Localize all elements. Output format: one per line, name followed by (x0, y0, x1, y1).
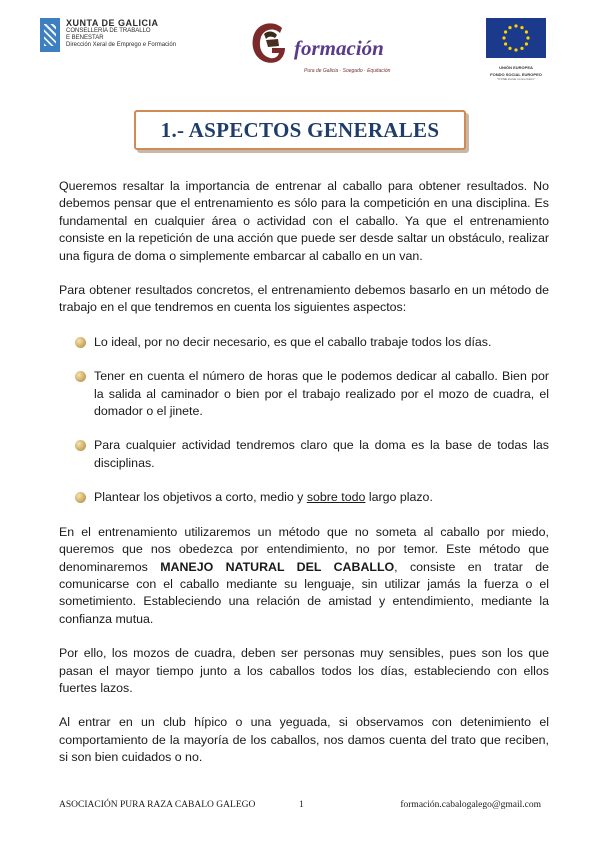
list-item (59, 489, 549, 506)
eu-logo (486, 18, 546, 81)
xunta-logo (40, 18, 176, 52)
xunta-title: XUNTA DE GALICIA (66, 18, 159, 28)
xunta-text-block (66, 18, 176, 52)
formacion-tagline: Pura de Galicia · Soegado · Equitación (304, 68, 391, 74)
bullet-icon (75, 337, 86, 348)
list-item-text: Para cualquier actividad tendremos claro que la doma es la base de todas las disciplinas. (94, 438, 549, 470)
section-title-box (134, 110, 466, 150)
bullet-icon (75, 371, 86, 382)
xunta-emblem-icon (40, 18, 60, 52)
bullet-icon (75, 440, 86, 451)
xunta-line-2: E BENESTAR (66, 35, 104, 41)
paragraph-3-pre: En el entrenamiento utilizaremos un método que no someta al caballo por miedo, queremos que nos obedezca por entendimiento, no por temor. Este método que denominaremos (59, 524, 549, 574)
formacion-logo (248, 20, 398, 80)
eu-flag-icon (486, 18, 546, 58)
aspects-list (59, 334, 549, 507)
list-item-text: Lo ideal, por no decir necesario, es que el caballo trabaje todos los días. (94, 334, 492, 349)
eu-line-3: "O FSE inviste no teu futuro" (496, 77, 536, 81)
list-item-text-pre: Plantear los objetivos a corto, medio y (94, 490, 307, 505)
eu-line-1: UNIÓN EUROPEA (499, 65, 533, 70)
page-header (0, 0, 604, 100)
list-item-text: Tener en cuenta el número de horas que le podemos dedicar al caballo. Bien por la salida al caminador o bien por el trabajo realizado por el mozo de cuadra, el domador o el jinete. (94, 369, 549, 419)
list-item (59, 334, 549, 351)
formacion-wordmark: formación (294, 36, 384, 60)
paragraph-3 (59, 524, 549, 628)
paragraph-2: Para obtener resultados concretos, el entrenamiento debemos basarlo en un método de trabajo en el que tendremos en cuenta los siguientes aspectos: (59, 283, 549, 315)
paragraph-1: Queremos resaltar la importancia de entrenar al caballo para obtener resultados. No debemos pensar que el entrenamiento es sólo para la competición en una disciplina. Es fundamental en cualquier área o actividad con el caballo. Ya que el entrenamiento consiste en la repetición de una acción que puede ser desde saltar un obstáculo, realizar una figura de doma o simplemente embarcar al caballo en un van. (59, 179, 549, 263)
list-item (59, 437, 549, 472)
list-item-text-post: largo plazo. (365, 490, 433, 505)
list-item (59, 368, 549, 420)
xunta-line-3: Dirección Xeral de Emprego e Formación (66, 42, 177, 48)
xunta-line-1: CONSELLERÍA DE TRABALLO (66, 28, 151, 34)
list-item-text-underlined: sobre todo (306, 490, 366, 505)
section-title: 1.- ASPECTOS GENERALES (160, 117, 440, 142)
eu-line-2: FONDO SOCIAL EUROPEO (490, 72, 542, 77)
footer-email: formación.cabalogalego@gmail.com (400, 800, 541, 810)
page-number: 1 (299, 800, 304, 810)
paragraph-5: Al entrar en un club hípico o una yeguada, si observamos con detenimiento el comportamiento de la mayoría de los caballos, nos damos cuenta del trato que reciben, si son bien cuidados o no. (59, 715, 549, 765)
document-body (59, 178, 549, 784)
horse-g-emblem-icon (248, 20, 288, 68)
bullet-icon (75, 492, 86, 503)
paragraph-3-bold: MANEJO NATURAL DEL CABALLO (160, 559, 395, 574)
footer-association: ASOCIACIÓN PURA RAZA CABALO GALEGO (59, 800, 256, 810)
paragraph-4: Por ello, los mozos de cuadra, deben ser personas muy sensibles, pues son los que pasan el mayor tiempo junto a los caballos todos los días, estableciendo con ellos fuertes lazos. (59, 646, 549, 695)
paragraph-3-post: , consiste en tratar de comunicarse con el caballo mediante su lenguaje, sin utilizar jamás la fuerza o el sometimiento. Estableciendo una relación de amistad y entendimiento, mediante la confianza mutua. (59, 559, 549, 626)
